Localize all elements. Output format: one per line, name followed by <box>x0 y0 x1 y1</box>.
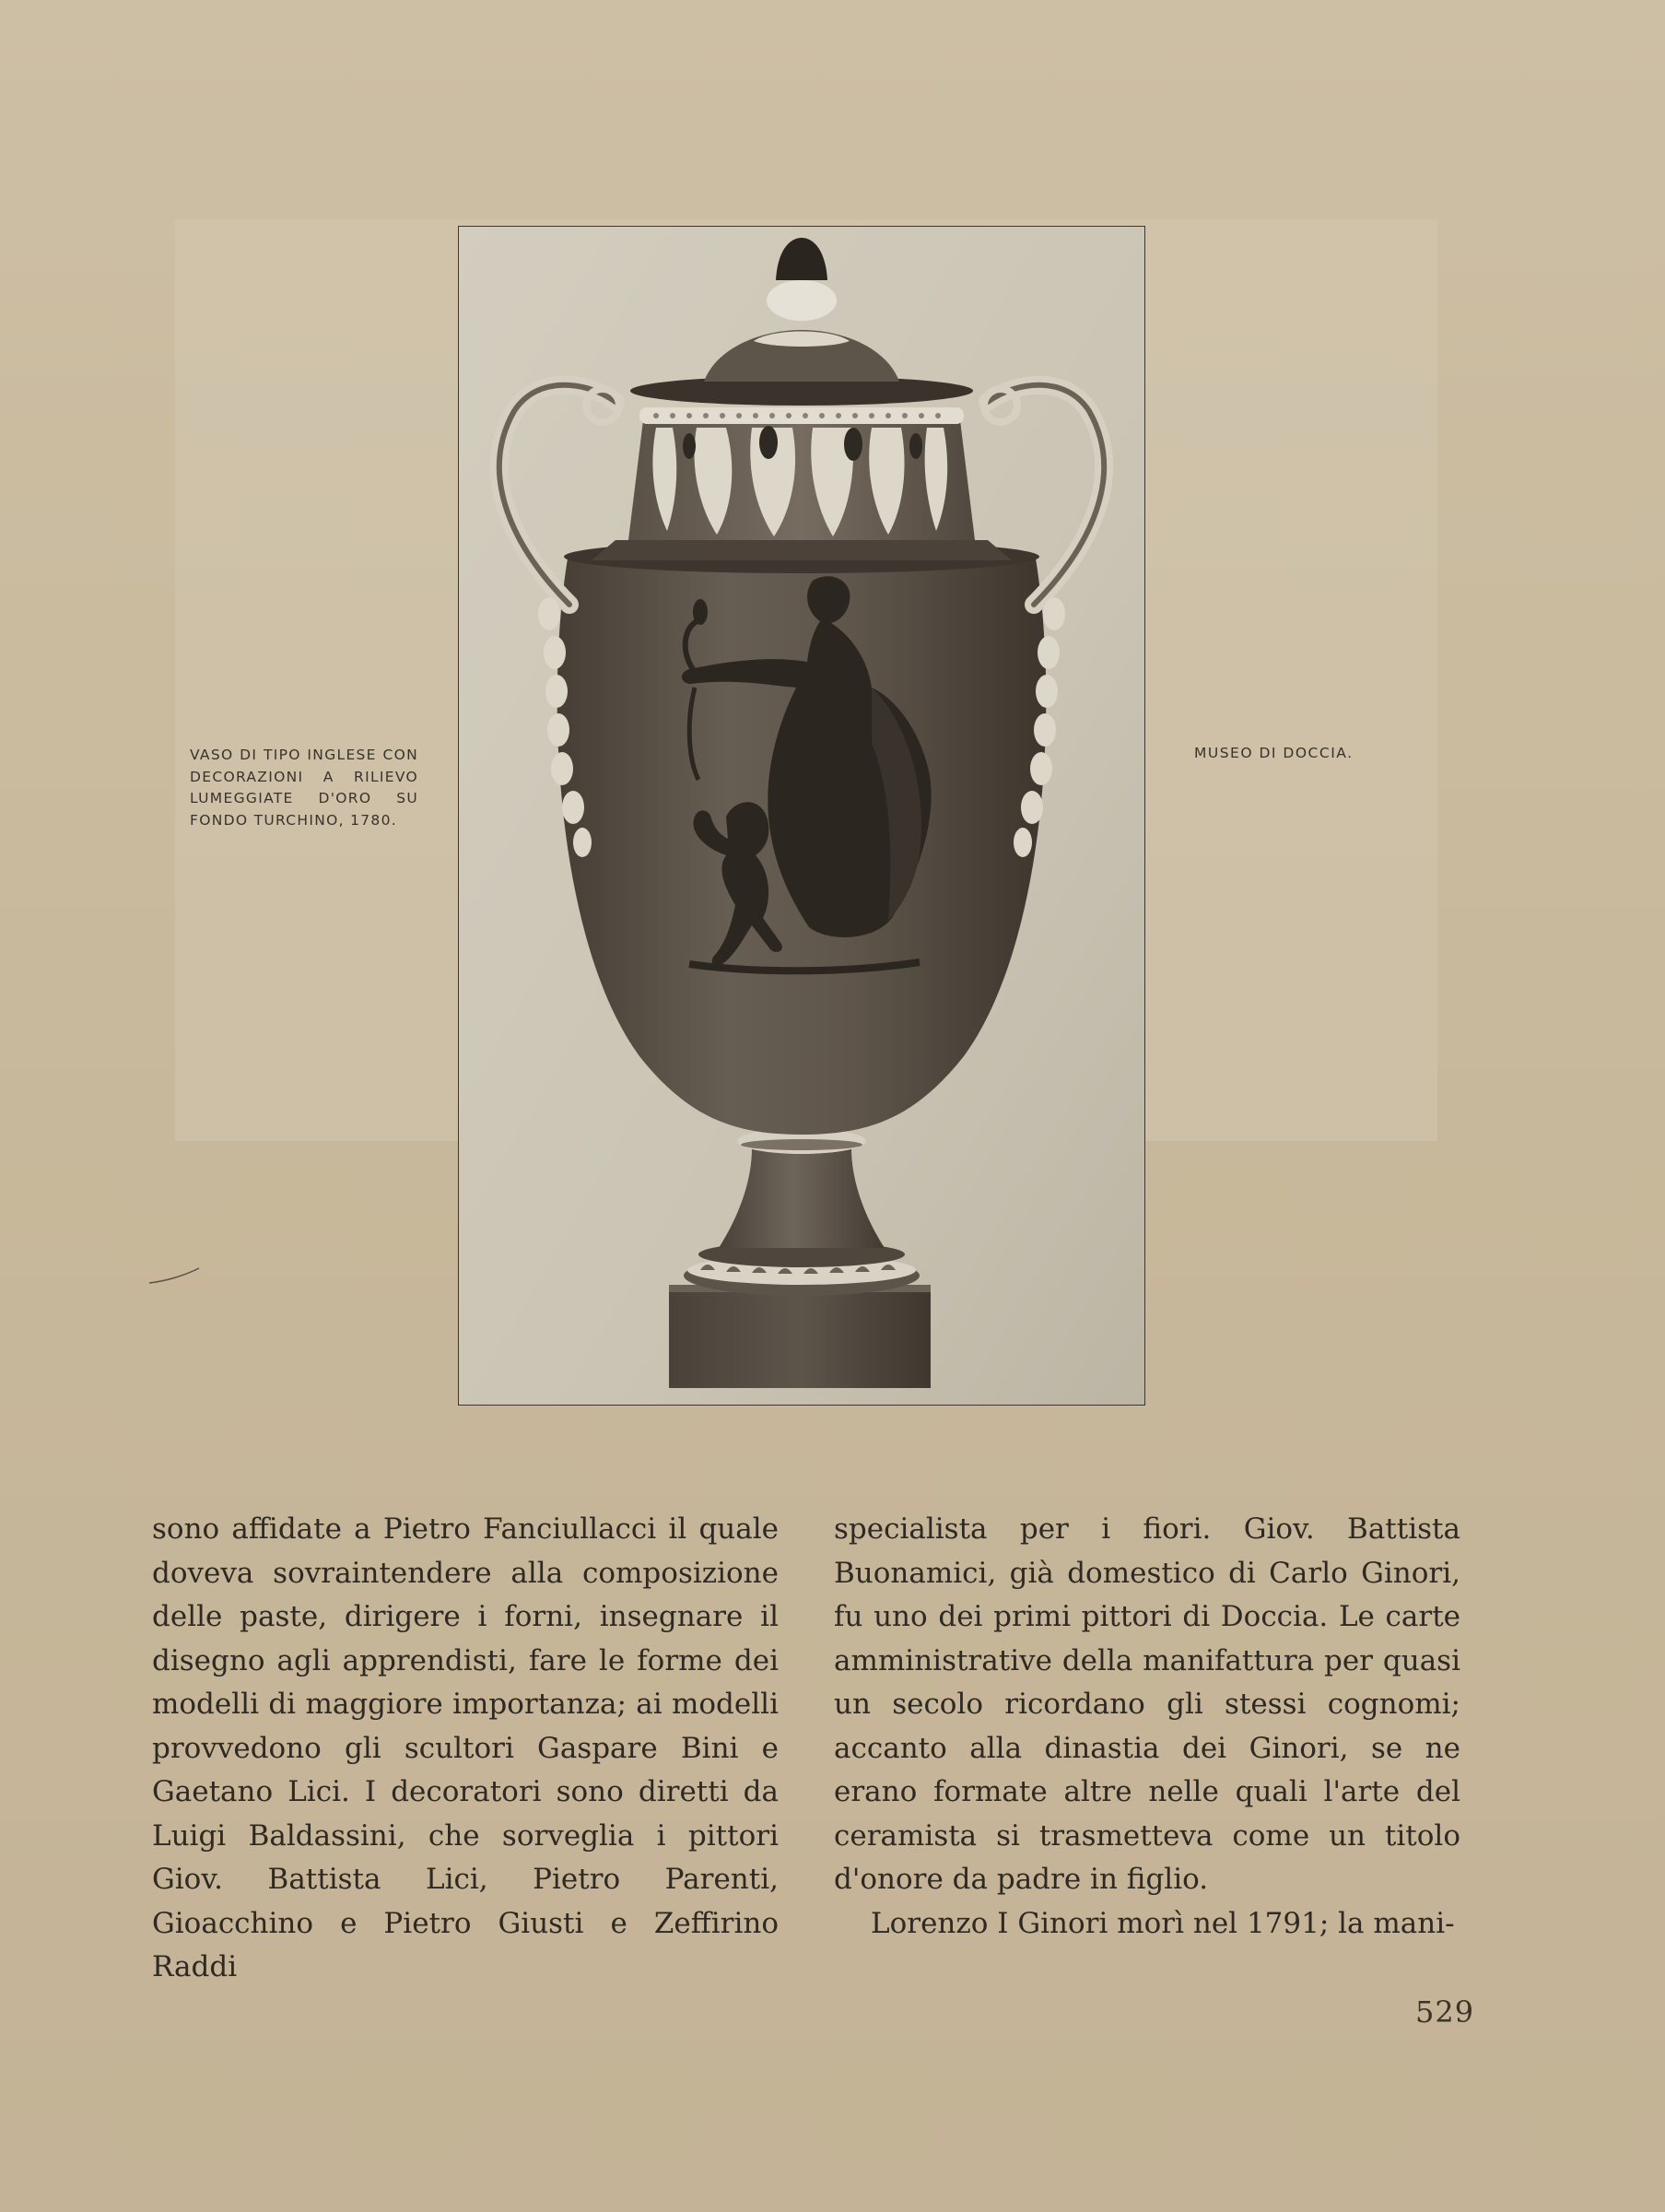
paragraph: sono affidate a Pietro Fanciullacci il quale doveva sovraintendere alla composizione delle paste, dirigere i forni, insegnare il disegno agli apprendisti, fare le forme dei modelli di maggiore importanza; ai modelli provvedono gli scultori Gaspare Bini e Gaetano Lici. I decoratori sono diretti da Luigi Baldassini, che sorveglia i pittori Giov. Battista Lici, Pietro Parenti, Gioacchino e Pietro Giusti e Zeffirino Raddi <box>152 1512 779 1983</box>
vase-shoulder <box>564 540 1039 573</box>
paper-mark <box>147 1265 203 1287</box>
body-text <box>152 1508 1470 1983</box>
page-number: 529 <box>1415 1994 1475 2030</box>
paragraph: specialista per i fiori. Giov. Battista Buonamici, già domestico di Carlo Ginori, fu uno dei primi pittori di Doccia. Le carte amministrative della manifattura per quasi un secolo ricordano gli stessi cognomi; accanto alla dinastia dei Ginori, se ne erano formate altre nelle quali l'arte del ceramista si trasmetteva come un titolo d'onore da padre in figlio. <box>834 1512 1460 1896</box>
text-column-right <box>834 1508 1460 1946</box>
vase-photograph <box>458 226 1145 1406</box>
text-column-left <box>152 1508 779 1990</box>
figure-caption: VASO DI TIPO INGLESE CON DECORAZIONI A RILIEVO LUMEGGIATE D'ORO SU FONDO TURCHINO, 1780. <box>190 747 418 829</box>
lid-bead-rim <box>639 407 964 424</box>
vase-neck <box>628 420 975 540</box>
paragraph: Lorenzo I Ginori morì nel 1791; la mani- <box>871 1906 1455 1940</box>
vase-plinth <box>669 1285 931 1388</box>
vase-foot <box>684 1241 920 1296</box>
museum-caption: MUSEO DI DOCCIA. <box>1194 745 1354 761</box>
